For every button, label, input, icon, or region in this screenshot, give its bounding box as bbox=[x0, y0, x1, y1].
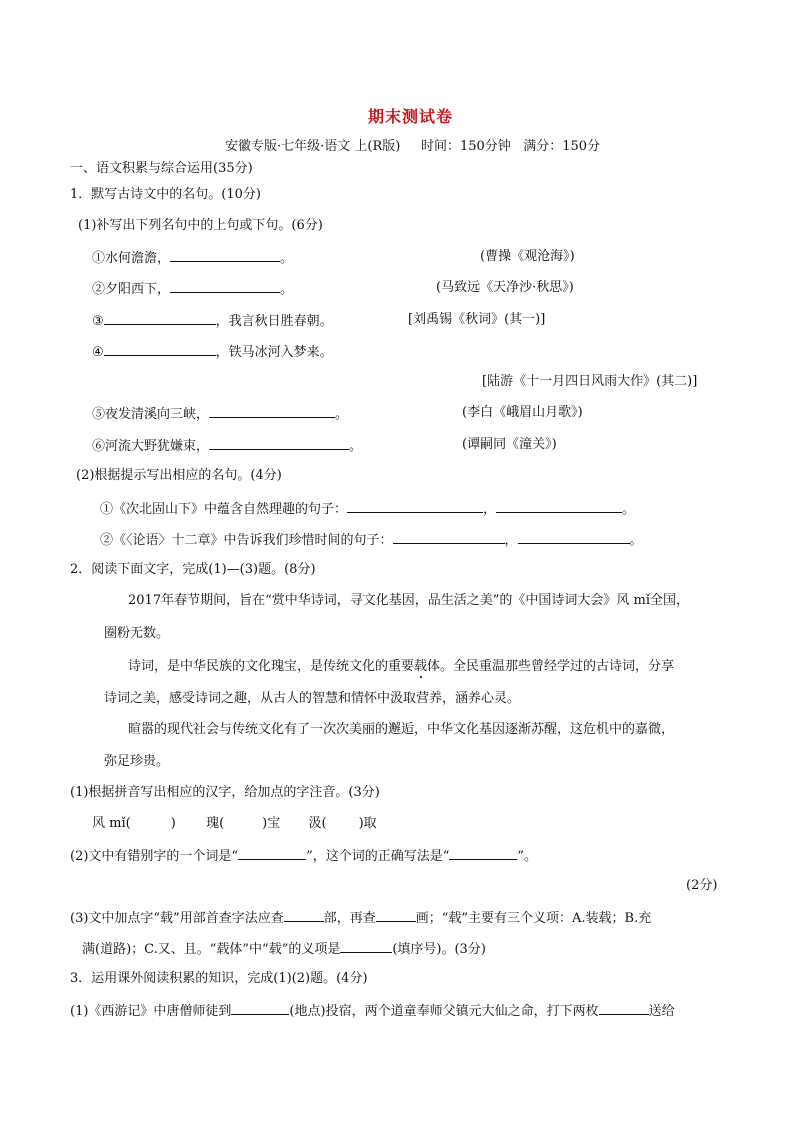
sub3-text: 画；“载”主要有三个义项：A.装载；B.充 bbox=[415, 911, 652, 926]
question-3-stem: 3．运用课外阅读积累的知识，完成(1)(2)题。(4分) bbox=[70, 971, 368, 986]
answer-blank[interactable] bbox=[376, 908, 416, 922]
sub2-item-2 bbox=[100, 530, 643, 550]
passage-text: 诗词，是中华民族的文化瑰宝，是传统文化的重要 bbox=[128, 659, 415, 674]
line-4-num: ④ bbox=[92, 345, 104, 360]
answer-blank[interactable] bbox=[599, 1001, 649, 1015]
question-2-sub2 bbox=[70, 846, 537, 866]
line-5-source: (李白《峨眉山月歌》) bbox=[462, 405, 583, 420]
line-5-text: ⑤夜发清溪向三峡， bbox=[92, 407, 210, 422]
answer-blank[interactable] bbox=[340, 939, 392, 953]
question-2-sub1: (1)根据拼音写出相应的汉字，给加点的字注音。(3分) bbox=[70, 785, 380, 800]
answer-blank[interactable] bbox=[231, 1001, 289, 1015]
line-1 bbox=[92, 248, 293, 268]
line-2-end: 。 bbox=[280, 282, 294, 297]
comma: ， bbox=[504, 533, 518, 548]
passage-p1-line2: 圈粉无数。 bbox=[104, 626, 170, 641]
comma: ， bbox=[483, 502, 497, 517]
line-2 bbox=[92, 279, 293, 299]
pinyin-3-close: )取 bbox=[358, 816, 377, 831]
passage-p3-line2: 弥足珍贵。 bbox=[104, 754, 170, 769]
answer-blank[interactable] bbox=[104, 311, 216, 325]
sub1-text: (1)《西游记》中唐僧师徒到 bbox=[70, 1004, 232, 1019]
passage-text: 体。全民重温那些曾经学过的古诗词，分享 bbox=[427, 659, 675, 674]
line-1-source: (曹操《观沧海》) bbox=[480, 249, 575, 264]
question-1-stem: 1．默写古诗文中的名句。(10分) bbox=[70, 187, 261, 202]
sub2-item-2-text: ②《〈论语〉十二章》中告诉我们珍惜时间的句子： bbox=[100, 533, 393, 548]
page-title: 期末测试卷 bbox=[368, 107, 454, 126]
question-2-sub2-score: (2分) bbox=[686, 878, 718, 893]
passage-p3-line1: 暄嚣的现代社会与传统文化有了一次次美丽的邂逅，中华文化基因逐渐苏醒，这危机中的嘉微， bbox=[128, 722, 675, 737]
line-3-source: [刘禹锡《秋词》(其一)] bbox=[408, 312, 546, 327]
answer-blank[interactable] bbox=[449, 846, 517, 860]
answer-blank[interactable] bbox=[170, 279, 280, 293]
line-3 bbox=[92, 311, 333, 331]
question-2-stem: 2．阅读下面文字，完成(1)—(3)题。(8分) bbox=[70, 562, 316, 577]
passage-p2-line1 bbox=[128, 658, 674, 676]
pinyin-1-close: ) bbox=[170, 816, 176, 831]
answer-blank[interactable] bbox=[104, 342, 216, 356]
sub2-text: ”，这个词的正确写法是“ bbox=[306, 849, 450, 864]
pinyin-3: 汲( bbox=[308, 816, 327, 831]
section-heading: 一、语文积累与综合运用(35分) bbox=[70, 161, 253, 176]
line-1-text: ①水何澹澹， bbox=[92, 251, 171, 266]
question-1-sub1: (1)补写出下列名句中的上句或下句。(6分) bbox=[78, 218, 323, 233]
answer-blank[interactable] bbox=[209, 404, 335, 418]
pinyin-1: 风 mǐ( bbox=[92, 816, 131, 831]
sub2-text: (2)文中有错别字的一个词是“ bbox=[70, 849, 239, 864]
question-2-sub3-line2 bbox=[82, 939, 486, 959]
sub1-text: 送给 bbox=[648, 1004, 675, 1019]
line-6-text: ⑥河流大野犹嫌束， bbox=[92, 439, 210, 454]
line-1-end: 。 bbox=[280, 251, 294, 266]
question-2-sub3-line1 bbox=[70, 908, 651, 928]
line-2-source: (马致远《天净沙·秋思》) bbox=[436, 280, 574, 295]
answer-blank[interactable] bbox=[209, 436, 349, 450]
sub3-text: (填序号)。(3分) bbox=[392, 942, 486, 957]
sub3-text: 满(道路)；C.又、且。“载体”中“载”的义项是 bbox=[82, 942, 341, 957]
line-6-end: 。 bbox=[349, 439, 363, 454]
period: 。 bbox=[622, 502, 636, 517]
line-3-num: ③ bbox=[92, 314, 104, 329]
line-2-text: ②夕阳西下， bbox=[92, 282, 171, 297]
sub2-item-1 bbox=[100, 499, 635, 519]
passage-p1-line1: 2017年春节期间，旨在“赏中华诗词，寻文化基因，品生活之美”的《中国诗词大会》风 mǐ全国， bbox=[128, 593, 689, 608]
passage-p2-line2: 诗词之美，感受诗词之趣，从古人的智慧和情怀中汲取营养，涵养心灵。 bbox=[104, 691, 521, 706]
page-subtitle: 安徽专版·七年级·语文 上(R版) 时间：150分钟 满分：150分 bbox=[225, 139, 601, 154]
sub3-text: 部，再查 bbox=[323, 911, 376, 926]
period: 。 bbox=[629, 533, 643, 548]
question-1-sub2: (2)根据提示写出相应的名句。(4分) bbox=[76, 468, 282, 483]
line-4-source: [陆游《十一月四日风雨大作》(其二)] bbox=[482, 374, 698, 389]
sub2-text: ”。 bbox=[517, 849, 538, 864]
question-3-sub1 bbox=[70, 1001, 675, 1021]
sub1-text: (地点)投宿，两个道童奉师父镇元大仙之命，打下两枚 bbox=[289, 1004, 599, 1019]
pinyin-row bbox=[92, 815, 377, 833]
line-5 bbox=[92, 404, 348, 424]
dotted-char: 载 bbox=[414, 659, 428, 674]
answer-blank[interactable] bbox=[170, 248, 280, 262]
answer-blank[interactable] bbox=[518, 530, 630, 544]
pinyin-2: 瑰( bbox=[206, 816, 225, 831]
line-6-source: (谭嗣同《潼关》) bbox=[462, 437, 557, 452]
answer-blank[interactable] bbox=[347, 499, 483, 513]
line-6 bbox=[92, 436, 362, 456]
pinyin-2-close: )宝 bbox=[262, 816, 281, 831]
line-5-end: 。 bbox=[335, 407, 349, 422]
line-4-text: ，铁马冰河入梦来。 bbox=[215, 345, 333, 360]
sub2-item-1-text: ①《次北固山下》中蕴含自然理趣的句子： bbox=[100, 502, 348, 517]
answer-blank[interactable] bbox=[496, 499, 622, 513]
answer-blank[interactable] bbox=[238, 846, 306, 860]
line-4 bbox=[92, 342, 333, 362]
answer-blank[interactable] bbox=[284, 908, 324, 922]
sub3-text: (3)文中加点字“载”用部首查字法应查 bbox=[70, 911, 284, 926]
answer-blank[interactable] bbox=[393, 530, 505, 544]
line-3-text: ，我言秋日胜春朝。 bbox=[215, 314, 333, 329]
